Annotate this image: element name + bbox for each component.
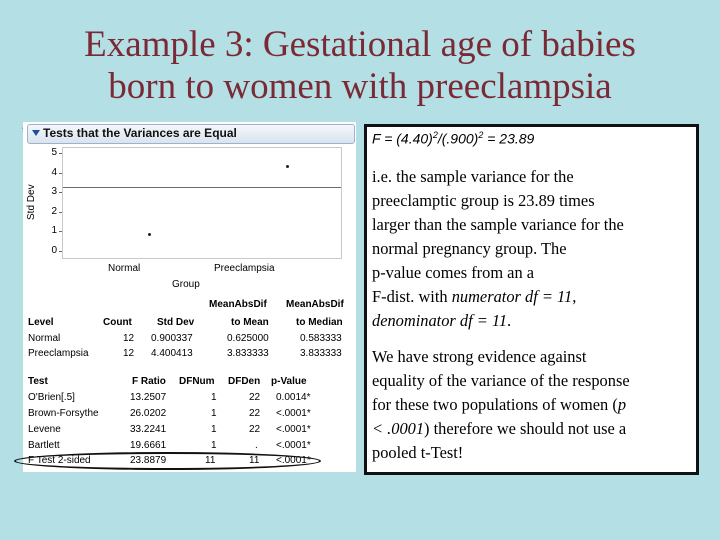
y-tick-4: 4	[51, 167, 57, 178]
col-header-test: Test	[28, 376, 48, 387]
summary-mad-mean: 3.833333	[227, 348, 269, 359]
summary-stddev: 0.900337	[151, 333, 193, 344]
text-run: ,	[572, 287, 577, 306]
x-category-normal: Normal	[108, 263, 141, 274]
test-fratio: 26.0202	[130, 408, 167, 419]
data-point-normal[interactable]	[148, 233, 151, 236]
col-header-fratio: F Ratio	[132, 376, 166, 387]
text-line	[372, 285, 690, 309]
test-pvalue: 0.0014*	[276, 392, 311, 403]
summary-stddev: 4.400413	[151, 348, 193, 359]
disclosure-triangle-icon[interactable]	[32, 130, 40, 136]
summary-level: Normal	[28, 333, 61, 344]
y-tick-3: 3	[51, 186, 57, 197]
test-name: Levene	[28, 424, 61, 435]
test-name: Brown-Forsythe	[28, 408, 99, 419]
y-tick-0: 0	[51, 245, 57, 256]
summary-mad-median: 0.583333	[300, 333, 342, 344]
test-name: O'Brien[.5]	[28, 392, 75, 403]
y-axis-label: Std Dev	[26, 184, 37, 220]
col-header-count: Count	[103, 317, 132, 328]
text-line: normal pregnancy group. The	[372, 239, 567, 258]
f-formula-prefix: F = (4.40)	[372, 130, 433, 147]
test-pvalue: <.0001*	[276, 440, 311, 451]
jmp-output-panel	[23, 122, 356, 472]
f-formula-mid: /(.900)	[437, 130, 479, 147]
col-header-mad-mean-1: MeanAbsDif	[209, 299, 267, 310]
test-dfnum: 1	[211, 392, 217, 403]
text-run: for these two populations of women (	[372, 395, 618, 414]
test-dfnum: 11	[205, 455, 216, 466]
test-pvalue: <.0001*	[276, 455, 311, 466]
test-fratio: 33.2241	[130, 424, 167, 435]
report-header[interactable]	[27, 124, 355, 144]
x-category-preeclampsia: Preeclampsia	[214, 263, 275, 274]
x-axis-label: Group	[172, 279, 200, 290]
test-fratio: 13.2507	[130, 392, 167, 403]
col-header-mad-median-1: MeanAbsDif	[286, 299, 344, 310]
test-dfden: 22	[249, 408, 261, 419]
text-line	[372, 417, 690, 441]
test-dfnum: 1	[211, 424, 217, 435]
explanation-paragraph-2	[372, 345, 690, 465]
text-line: preeclamptic group is 23.89 times	[372, 191, 595, 210]
col-header-pvalue: p-Value	[271, 376, 307, 387]
report-header-title: Tests that the Variances are Equal	[43, 126, 237, 140]
text-line: We have strong evidence against	[372, 347, 587, 366]
explanation-paragraph-1	[372, 165, 690, 333]
summary-level: Preeclampsia	[28, 348, 89, 359]
text-run: ) therefore we should not use a	[424, 419, 627, 438]
summary-count: 12	[123, 333, 135, 344]
text-line: pooled t-Test!	[372, 443, 464, 462]
data-point-preeclampsia[interactable]	[286, 165, 289, 168]
text-run-italic: numerator df = 11	[451, 287, 573, 306]
summary-mad-mean: 0.625000	[227, 333, 269, 344]
test-fratio: 23.8879	[130, 455, 167, 466]
text-line	[372, 309, 690, 333]
text-run: .	[507, 311, 512, 330]
test-dfden: 22	[249, 424, 261, 435]
text-line	[372, 393, 690, 417]
test-dfden: 22	[249, 392, 261, 403]
text-line: equality of the variance of the response	[372, 371, 630, 390]
test-dfnum: 1	[211, 440, 217, 451]
text-run: F-dist. with	[372, 287, 452, 306]
col-header-level: Level	[28, 317, 54, 328]
f-formula	[372, 130, 534, 147]
col-header-mad-mean-2: to Mean	[231, 317, 269, 328]
slide-title	[0, 24, 720, 108]
col-header-stddev: Std Dev	[157, 317, 195, 328]
f-formula-suffix: = 23.89	[483, 130, 535, 147]
col-header-mad-median-2: to Median	[296, 317, 343, 328]
test-fratio: 19.6661	[130, 440, 167, 451]
std-dev-plot[interactable]	[62, 147, 342, 259]
col-header-dfden: DFDen	[228, 376, 261, 387]
text-line: i.e. the sample variance for the	[372, 167, 574, 186]
test-pvalue: <.0001*	[276, 424, 311, 435]
f-formula-sup-1: 2	[432, 130, 438, 140]
text-line: larger than the sample variance for the	[372, 215, 624, 234]
y-tick-5: 5	[51, 147, 57, 158]
test-dfnum: 1	[211, 408, 217, 419]
col-header-dfnum: DFNum	[179, 376, 215, 387]
test-dfden: .	[255, 440, 258, 451]
slide-title-line-2: born to women with preeclampsia	[108, 66, 612, 107]
summary-mad-median: 3.833333	[300, 348, 342, 359]
f-formula-sup-2: 2	[478, 130, 484, 140]
summary-count: 12	[123, 348, 135, 359]
y-tick-1: 1	[51, 225, 57, 236]
text-run-italic: denominator df = 11	[372, 311, 508, 330]
text-line: p-value comes from an a	[372, 263, 535, 282]
highlight-ellipse	[14, 452, 321, 470]
test-dfden: 11	[249, 455, 260, 466]
test-pvalue: <.0001*	[276, 408, 311, 419]
y-tick-2: 2	[51, 206, 57, 217]
test-name: Bartlett	[28, 440, 60, 451]
reference-line	[63, 187, 341, 188]
slide-title-line-1: Example 3: Gestational age of babies	[84, 24, 636, 65]
text-run-italic: p	[617, 395, 627, 414]
text-run-italic: < .0001	[372, 419, 425, 438]
test-name: F Test 2-sided	[28, 455, 91, 466]
